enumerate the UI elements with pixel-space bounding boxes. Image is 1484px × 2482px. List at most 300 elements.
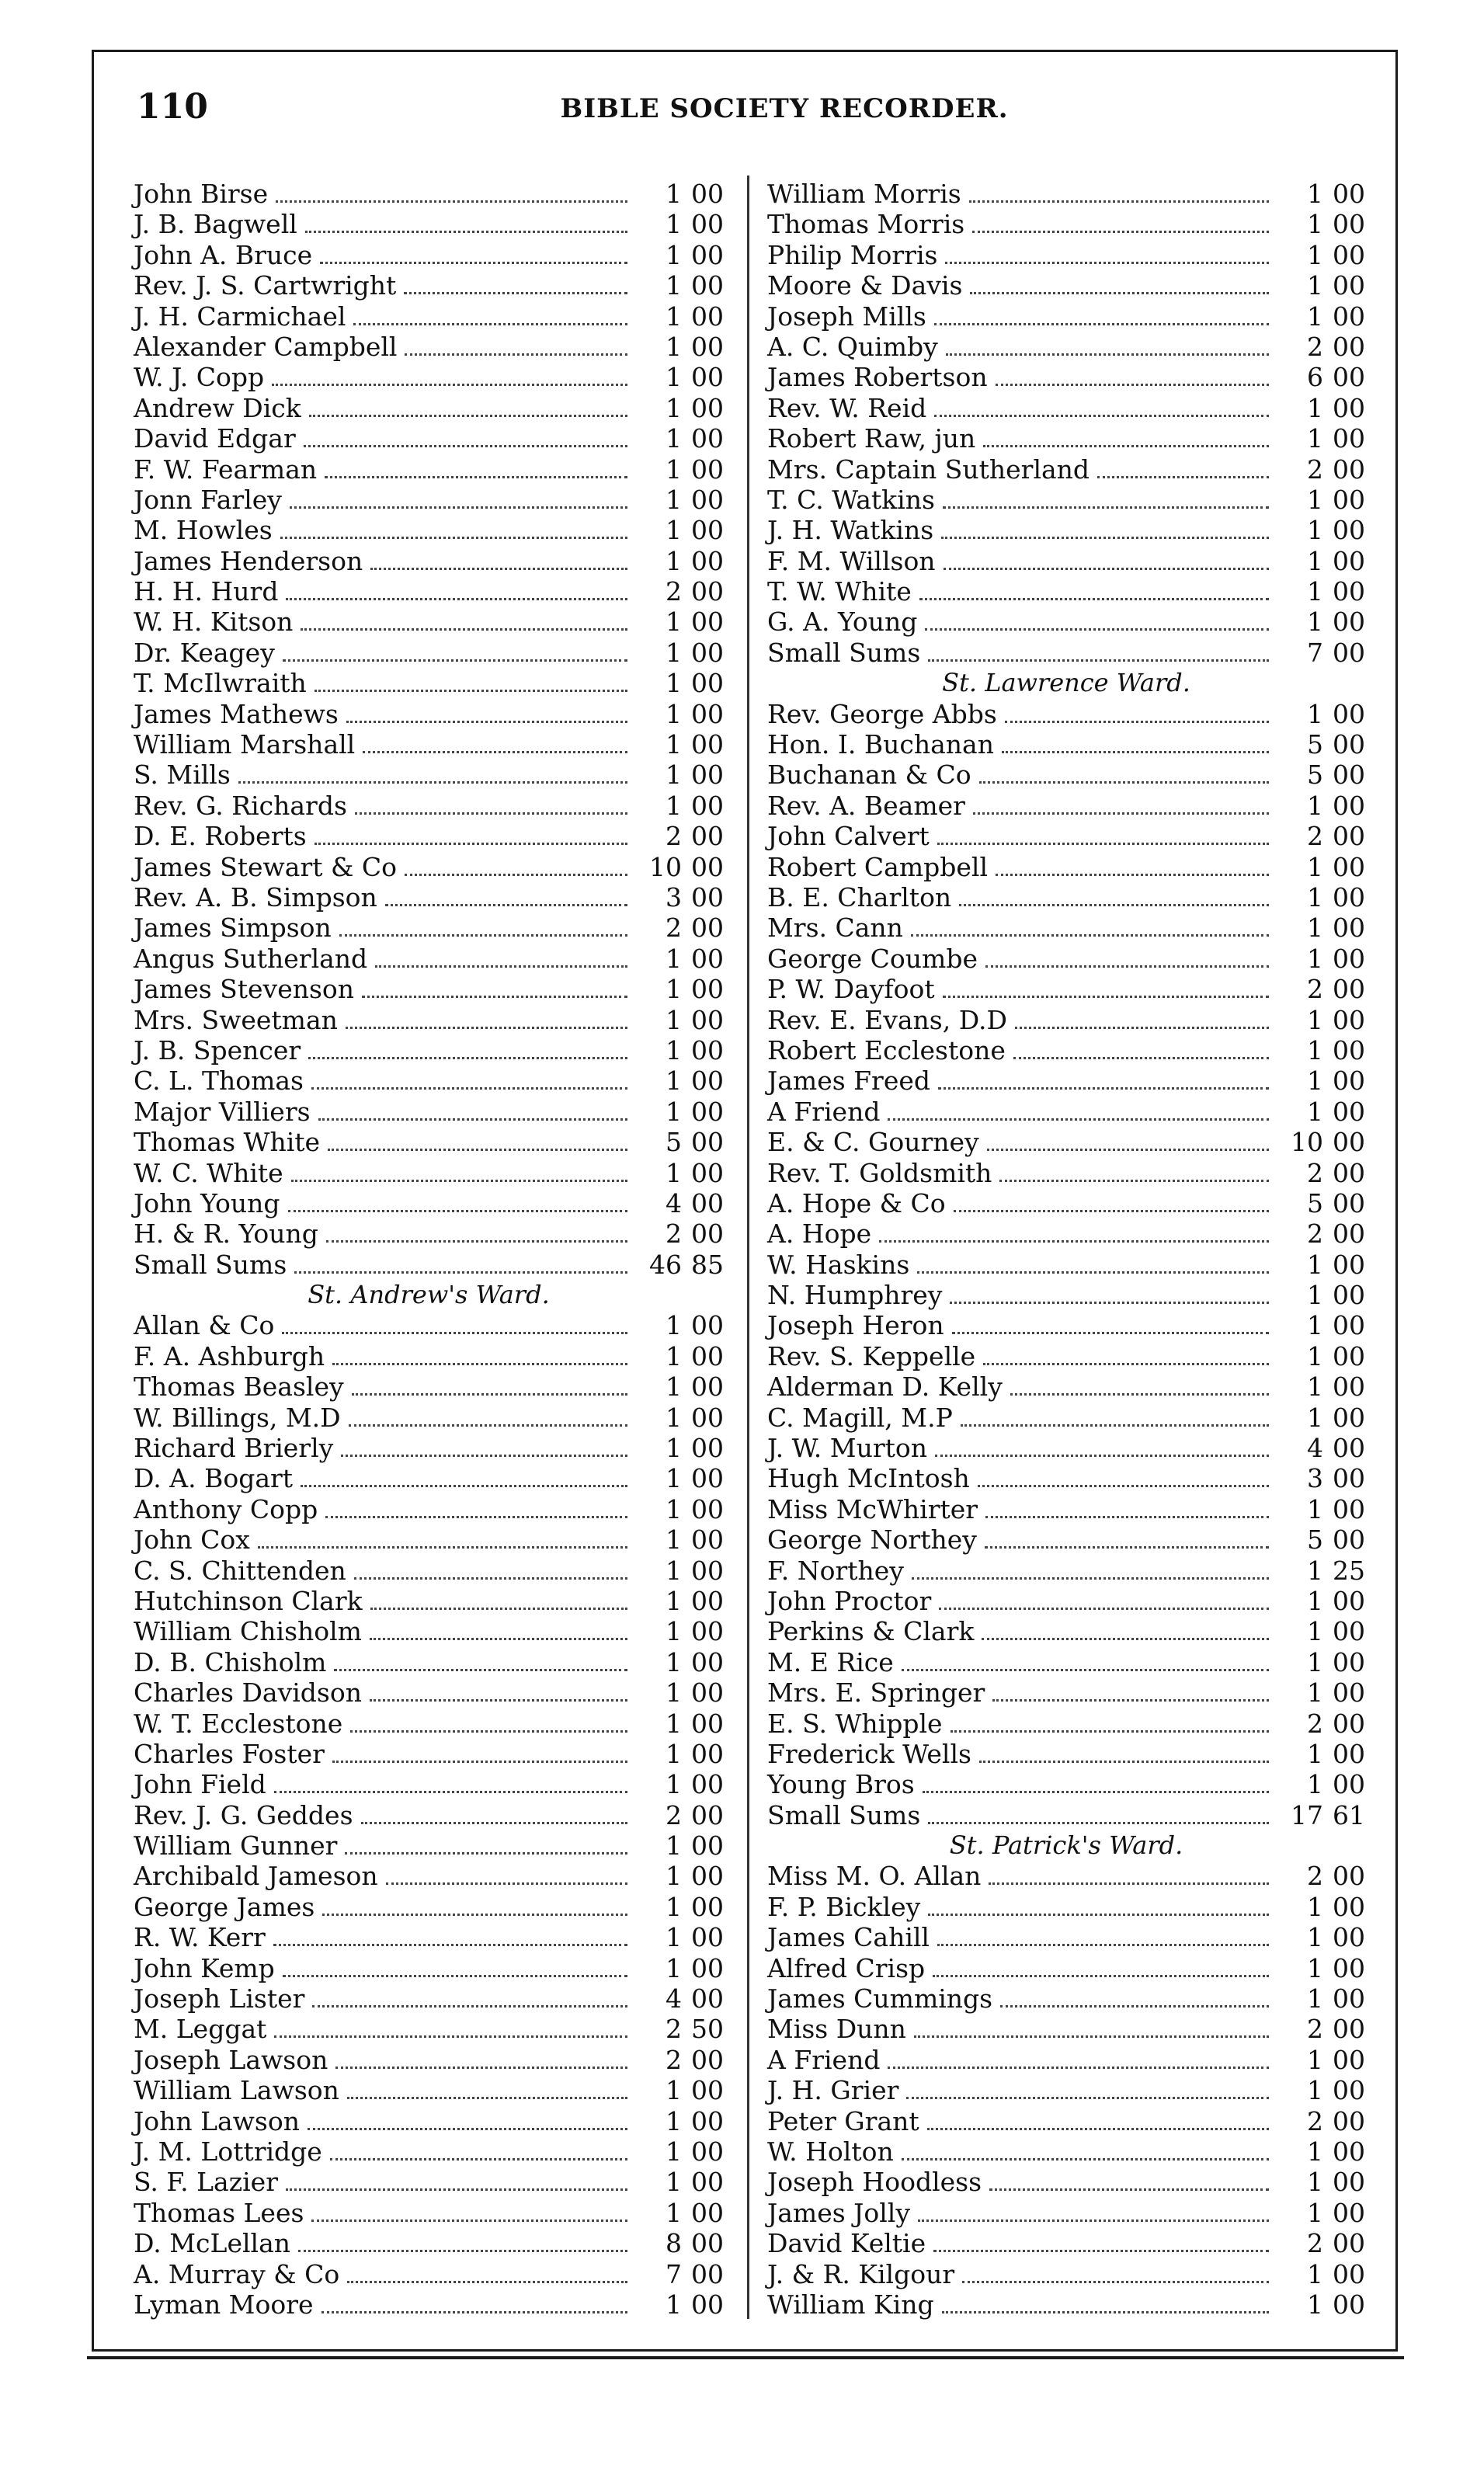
subscriber-row — [134, 2167, 724, 2197]
amount-cents: 00 — [1333, 1952, 1365, 1983]
amount-cents: 00 — [691, 545, 724, 576]
amount-cents: 00 — [1333, 1004, 1365, 1035]
amount-dollars: 1 — [1307, 2258, 1323, 2289]
amount-dollars: 1 — [666, 1371, 682, 1403]
amount-dollars: 1 — [666, 301, 682, 332]
amount-dollars: 1 — [666, 1922, 682, 1953]
amount-cents: 00 — [691, 1677, 724, 1709]
amount-cents: 00 — [1333, 1983, 1365, 2014]
subscriber-name: James Stevenson — [134, 974, 355, 1005]
amount-dollars: 1 — [666, 1524, 682, 1556]
dot-leader — [404, 292, 627, 294]
dot-leader — [972, 231, 1269, 233]
subscriber-name: Miss Dunn — [767, 2014, 906, 2045]
subscriber-name: John Field — [134, 1769, 266, 1800]
subscriber-name: Miss M. O. Allan — [767, 1861, 982, 1892]
amount-cents: 00 — [691, 2167, 724, 2198]
dot-leader — [326, 1240, 627, 1243]
amount-cents: 00 — [1333, 239, 1365, 270]
dot-leader — [318, 1118, 627, 1121]
amount-dollars: 1 — [666, 1463, 682, 1494]
subscriber-name: George James — [134, 1891, 315, 1922]
dot-leader — [973, 812, 1269, 815]
subscriber-row — [767, 638, 1365, 668]
amount-cents: 00 — [691, 209, 724, 240]
subscriber-row — [134, 1035, 724, 1065]
dot-leader — [325, 1516, 627, 1518]
amount-cents: 00 — [691, 790, 724, 821]
amount-cents: 00 — [1333, 2044, 1365, 2075]
amount-cents: 00 — [1333, 270, 1365, 301]
subscriber-row — [134, 546, 724, 576]
amount-dollars: 1 — [666, 270, 682, 301]
subscriber-row — [134, 1739, 724, 1769]
amount-cents: 00 — [1333, 851, 1365, 882]
subscriber-row — [767, 821, 1365, 851]
subscriber-name: D. A. Bogart — [134, 1463, 294, 1494]
dot-leader — [375, 965, 627, 968]
amount-dollars: 1 — [1307, 576, 1323, 607]
amount-cents: 00 — [691, 179, 724, 209]
amount-dollars: 6 — [1307, 362, 1323, 393]
amount-cents: 00 — [691, 1340, 724, 1371]
amount-dollars: 1 — [1307, 943, 1323, 974]
subscriber-name: James Jolly — [767, 2197, 910, 2228]
subscriber-row — [767, 1250, 1365, 1280]
subscriber-row — [767, 1127, 1365, 1157]
subscriber-row — [134, 1830, 724, 1861]
dot-leader — [341, 1455, 627, 1457]
subscriber-name: Small Sums — [767, 1799, 921, 1830]
dot-leader — [1015, 1027, 1269, 1029]
dot-leader — [945, 262, 1269, 264]
amount-cents: 00 — [691, 1463, 724, 1494]
dot-leader — [276, 200, 627, 203]
subscriber-row — [767, 1310, 1365, 1340]
amount-cents: 00 — [691, 974, 724, 1005]
amount-cents: 00 — [691, 515, 724, 546]
amount-dollars: 2 — [1307, 821, 1323, 852]
amount-dollars: 1 — [666, 1616, 682, 1647]
subscriber-row — [134, 1586, 724, 1616]
dot-leader — [906, 2097, 1269, 2099]
subscriber-name: James Cummings — [767, 1983, 993, 2014]
subscriber-name: W. H. Kitson — [134, 607, 294, 638]
subscriber-name: R. W. Kerr — [134, 1922, 266, 1953]
subscriber-row — [767, 1188, 1365, 1218]
amount-dollars: 2 — [666, 912, 682, 944]
amount-dollars: 1 — [666, 239, 682, 270]
subscriber-row — [767, 1709, 1365, 1739]
dot-leader — [405, 353, 627, 356]
subscriber-name: C. L. Thomas — [134, 1065, 304, 1097]
amount-cents: 00 — [691, 943, 724, 974]
dot-leader — [347, 2097, 627, 2099]
amount-dollars: 10 — [649, 851, 682, 882]
amount-dollars: 1 — [666, 698, 682, 729]
subscriber-name: David Edgar — [134, 423, 296, 454]
dot-leader — [985, 1546, 1269, 1549]
subscriber-name: E. & C. Gourney — [767, 1127, 979, 1158]
subscriber-row — [134, 791, 724, 821]
amount-dollars: 10 — [1291, 1127, 1323, 1158]
subscriber-name: John Proctor — [767, 1585, 932, 1616]
amount-dollars: 1 — [1307, 1922, 1323, 1953]
subscriber-row — [134, 1005, 724, 1035]
subscriber-row — [134, 1097, 724, 1127]
subscriber-row — [767, 699, 1365, 729]
subscriber-name: Rev. G. Richards — [134, 790, 347, 821]
subscriber-name: W. Holton — [767, 2136, 894, 2167]
subscriber-name: Robert Campbell — [767, 851, 988, 882]
dot-leader — [370, 1608, 627, 1610]
subscriber-name: W. Haskins — [767, 1249, 910, 1280]
subscriber-row — [767, 2106, 1365, 2136]
dot-leader — [970, 292, 1269, 294]
subscriber-row — [134, 2014, 724, 2044]
subscriber-row — [134, 423, 724, 454]
amount-dollars: 1 — [666, 760, 682, 791]
subscriber-name: Buchanan & Co — [767, 760, 971, 791]
subscriber-name: Alfred Crisp — [767, 1952, 926, 1983]
subscriber-name: J. H. Watkins — [767, 515, 934, 546]
dot-leader — [942, 2311, 1269, 2313]
subscriber-name: S. F. Lazier — [134, 2167, 278, 2198]
amount-dollars: 2 — [666, 576, 682, 607]
subscriber-name: J. B. Spencer — [134, 1034, 301, 1065]
subscriber-row — [134, 821, 724, 851]
subscriber-row — [134, 1800, 724, 1830]
amount-dollars: 1 — [1307, 2136, 1323, 2167]
subscriber-name: David Keltie — [767, 2228, 926, 2259]
amount-cents: 00 — [1333, 423, 1365, 454]
amount-cents: 00 — [1333, 1249, 1365, 1280]
amount-cents: 00 — [1333, 2105, 1365, 2136]
subscriber-row — [134, 944, 724, 974]
amount-cents: 00 — [1333, 1402, 1365, 1433]
st-lawrence-entries — [767, 699, 1365, 1830]
amount-dollars: 1 — [1307, 607, 1323, 638]
dot-leader — [928, 1914, 1269, 1916]
subscriber-row — [767, 2259, 1365, 2289]
dot-leader — [943, 996, 1269, 998]
amount-dollars: 1 — [1307, 1585, 1323, 1616]
amount-dollars: 1 — [666, 1861, 682, 1892]
subscriber-name: George Northey — [767, 1524, 977, 1556]
subscriber-name: John A. Bruce — [134, 239, 313, 270]
subscriber-row — [134, 699, 724, 729]
subscriber-row — [767, 912, 1365, 943]
amount-cents: 25 — [1333, 1555, 1365, 1586]
subscriber-row — [767, 1433, 1365, 1463]
amount-cents: 00 — [1333, 301, 1365, 332]
dot-leader — [941, 537, 1269, 539]
subscriber-name: E. S. Whipple — [767, 1708, 943, 1739]
subscriber-name: Jonn Farley — [134, 484, 282, 515]
dot-leader — [305, 231, 627, 233]
subscriber-name: Charles Foster — [134, 1738, 325, 1769]
amount-cents: 00 — [1333, 2289, 1365, 2320]
subscriber-name: W. Billings, M.D — [134, 1402, 341, 1433]
amount-dollars: 2 — [666, 1799, 682, 1830]
dot-leader — [320, 262, 627, 264]
subscriber-name: Joseph Heron — [767, 1310, 944, 1341]
subscriber-name: John Birse — [134, 179, 269, 209]
right-entries — [767, 179, 1365, 668]
amount-cents: 00 — [691, 1799, 724, 1830]
amount-dollars: 1 — [666, 1004, 682, 1035]
subscriber-row — [767, 1800, 1365, 1830]
subscriber-row — [767, 1463, 1365, 1493]
subscriber-row — [134, 1647, 724, 1677]
dot-leader — [298, 2250, 627, 2252]
dot-leader — [286, 598, 627, 600]
st-patricks-entries — [767, 1861, 1365, 2320]
amount-dollars: 5 — [1307, 760, 1323, 791]
subscriber-name: Young Bros — [767, 1769, 915, 1800]
amount-dollars: 1 — [666, 1493, 682, 1524]
subscriber-name: James Robertson — [767, 362, 988, 393]
subscriber-row — [767, 607, 1365, 637]
subscriber-row — [134, 179, 724, 209]
amount-cents: 00 — [691, 2136, 724, 2167]
amount-dollars: 7 — [1307, 637, 1323, 668]
subscriber-name: A. Hope & Co — [767, 1187, 946, 1218]
amount-dollars: 1 — [1307, 1555, 1323, 1586]
amount-cents: 00 — [691, 2044, 724, 2075]
subscriber-name: Allan & Co — [134, 1310, 275, 1341]
amount-cents: 00 — [691, 1065, 724, 1097]
amount-cents: 00 — [691, 851, 724, 882]
amount-dollars: 1 — [1307, 1340, 1323, 1371]
amount-dollars: 5 — [1307, 729, 1323, 760]
subscriber-row — [134, 607, 724, 637]
subscriber-row — [767, 2198, 1365, 2228]
subscriber-row — [767, 974, 1365, 1004]
amount-cents: 00 — [1333, 2197, 1365, 2228]
amount-dollars: 1 — [1307, 2289, 1323, 2320]
dot-leader — [335, 2067, 627, 2069]
amount-cents: 00 — [1333, 1157, 1365, 1188]
amount-dollars: 1 — [1307, 209, 1323, 240]
dot-leader — [291, 1180, 627, 1182]
subscriber-name: Dr. Keagey — [134, 637, 275, 668]
dot-leader — [911, 934, 1269, 937]
subscriber-row — [134, 912, 724, 943]
amount-dollars: 1 — [666, 1157, 682, 1188]
amount-dollars: 1 — [1307, 1096, 1323, 1127]
amount-dollars: 1 — [666, 607, 682, 638]
amount-cents: 00 — [1333, 1585, 1365, 1616]
amount-cents: 00 — [691, 362, 724, 393]
amount-cents: 00 — [1333, 1922, 1365, 1953]
amount-dollars: 7 — [666, 2258, 682, 2289]
amount-cents: 00 — [1333, 1065, 1365, 1097]
subscriber-name: M. Leggat — [134, 2014, 267, 2045]
amount-cents: 00 — [1333, 1034, 1365, 1065]
dot-leader — [985, 965, 1269, 968]
subscriber-name: D. McLellan — [134, 2228, 291, 2259]
subscriber-row — [134, 2045, 724, 2075]
subscriber-name: Perkins & Clark — [767, 1616, 975, 1647]
subscriber-row — [767, 1616, 1365, 1646]
dot-leader — [923, 1791, 1269, 1793]
amount-cents: 00 — [1333, 1493, 1365, 1524]
subscriber-name: John Young — [134, 1187, 280, 1218]
amount-dollars: 1 — [666, 637, 682, 668]
amount-dollars: 1 — [1307, 1646, 1323, 1677]
amount-dollars: 1 — [666, 2075, 682, 2106]
amount-cents: 00 — [1333, 2075, 1365, 2106]
amount-dollars: 1 — [666, 943, 682, 974]
amount-cents: 00 — [1333, 576, 1365, 607]
subscriber-name: F. P. Bickley — [767, 1891, 921, 1922]
subscriber-name: F. W. Fearman — [134, 454, 318, 485]
subscriber-row — [134, 270, 724, 301]
subscriber-row — [767, 1218, 1365, 1249]
subscriber-name: J. B. Bagwell — [134, 209, 297, 240]
amount-cents: 00 — [1333, 698, 1365, 729]
amount-cents: 00 — [1333, 1861, 1365, 1892]
subscriber-name: William Gunner — [134, 1830, 338, 1862]
subscriber-row — [134, 1494, 724, 1524]
amount-cents: 00 — [691, 1218, 724, 1250]
subscriber-name: Angus Sutherland — [134, 943, 368, 974]
amount-dollars: 2 — [666, 821, 682, 852]
subscriber-row — [134, 1341, 724, 1371]
amount-dollars: 1 — [1307, 790, 1323, 821]
dot-leader — [363, 751, 627, 753]
amount-dollars: 2 — [1307, 331, 1323, 362]
amount-cents: 00 — [1333, 1708, 1365, 1739]
subscriber-row — [767, 1403, 1365, 1433]
st-andrews-entries — [134, 1310, 724, 2320]
dot-leader — [925, 628, 1269, 631]
subscriber-name: W. T. Ecclestone — [134, 1708, 343, 1739]
dot-leader — [902, 2158, 1269, 2160]
amount-cents: 00 — [691, 1769, 724, 1800]
subscriber-row — [134, 515, 724, 545]
dot-leader — [954, 1210, 1269, 1212]
subscriber-name: Rev. T. Goldsmith — [767, 1157, 992, 1188]
subscriber-row — [134, 1463, 724, 1493]
subscriber-name: C. Magill, M.P — [767, 1402, 953, 1433]
dot-leader — [294, 1271, 627, 1274]
amount-cents: 00 — [691, 1891, 724, 1922]
amount-dollars: 1 — [666, 2167, 682, 2198]
running-head: BIBLE SOCIETY RECORDER. — [560, 93, 1009, 124]
dot-leader — [273, 1944, 627, 1946]
right-column — [767, 179, 1365, 2320]
dot-leader — [385, 904, 627, 906]
subscriber-name: B. E. Charlton — [767, 881, 952, 912]
subscriber-name: John Kemp — [134, 1952, 275, 1983]
amount-cents: 00 — [691, 484, 724, 515]
dot-leader — [386, 1882, 627, 1885]
dot-leader — [982, 1638, 1269, 1640]
amount-dollars: 1 — [666, 1769, 682, 1800]
subscriber-row — [134, 2075, 724, 2105]
amount-cents: 00 — [1333, 1127, 1365, 1158]
subscriber-name: Joseph Lawson — [134, 2044, 328, 2075]
amount-cents: 00 — [691, 423, 724, 454]
amount-dollars: 1 — [666, 1096, 682, 1127]
amount-cents: 00 — [691, 2197, 724, 2228]
amount-cents: 00 — [691, 698, 724, 729]
amount-dollars: 1 — [1307, 179, 1323, 209]
subscriber-row — [134, 1403, 724, 1433]
subscriber-row — [134, 485, 724, 515]
dot-leader — [349, 1424, 627, 1427]
amount-cents: 00 — [691, 2289, 724, 2320]
amount-dollars: 1 — [1307, 851, 1323, 882]
amount-dollars: 4 — [1307, 1433, 1323, 1464]
amount-dollars: 8 — [666, 2228, 682, 2259]
subscriber-row — [134, 1524, 724, 1555]
subscriber-row — [767, 1769, 1365, 1799]
amount-dollars: 1 — [1307, 912, 1323, 944]
subscriber-name: Thomas Beasley — [134, 1371, 344, 1403]
amount-dollars: 2 — [1307, 1708, 1323, 1739]
dot-leader — [311, 2220, 627, 2222]
amount-dollars: 1 — [1307, 698, 1323, 729]
amount-cents: 00 — [1333, 637, 1365, 668]
amount-cents: 00 — [1333, 1463, 1365, 1494]
dot-leader — [1097, 476, 1269, 478]
dot-leader — [983, 445, 1269, 447]
dot-leader — [309, 415, 627, 417]
subscriber-row — [134, 362, 724, 392]
dot-leader — [987, 1149, 1269, 1151]
amount-dollars: 1 — [1307, 881, 1323, 912]
subscriber-row — [134, 1892, 724, 1922]
amount-cents: 00 — [691, 607, 724, 638]
subscriber-row — [134, 576, 724, 607]
subscriber-name: Frederick Wells — [767, 1738, 971, 1769]
amount-dollars: 1 — [666, 1677, 682, 1709]
subscriber-row — [134, 1677, 724, 1708]
amount-cents: 00 — [1333, 209, 1365, 240]
subscriber-row — [134, 2259, 724, 2289]
amount-dollars: 1 — [1307, 270, 1323, 301]
dot-leader — [315, 690, 627, 692]
dot-leader — [933, 2250, 1269, 2252]
subscriber-name: Thomas Lees — [134, 2197, 304, 2228]
subscriber-row — [767, 454, 1365, 485]
dot-leader — [902, 1669, 1269, 1671]
dot-leader — [996, 874, 1269, 876]
amount-cents: 00 — [691, 1983, 724, 2014]
subscriber-row — [134, 1065, 724, 1096]
subscriber-row — [767, 760, 1365, 790]
amount-dollars: 2 — [666, 2044, 682, 2075]
subscriber-name: James Cahill — [767, 1922, 930, 1953]
amount-cents: 00 — [691, 1738, 724, 1769]
amount-cents: 00 — [1333, 515, 1365, 546]
dot-leader — [1010, 1393, 1269, 1396]
subscriber-name: Andrew Dick — [134, 392, 301, 423]
dot-leader — [332, 1363, 627, 1365]
subscriber-name: John Lawson — [134, 2105, 300, 2136]
subscriber-row — [767, 1158, 1365, 1188]
subscriber-row — [767, 1953, 1365, 1983]
subscriber-name: A Friend — [767, 2044, 881, 2075]
amount-cents: 00 — [1333, 2258, 1365, 2289]
subscriber-row — [134, 1922, 724, 1952]
amount-dollars: 1 — [666, 209, 682, 240]
bottom-rule — [87, 2356, 1404, 2359]
amount-dollars: 4 — [666, 1187, 682, 1218]
